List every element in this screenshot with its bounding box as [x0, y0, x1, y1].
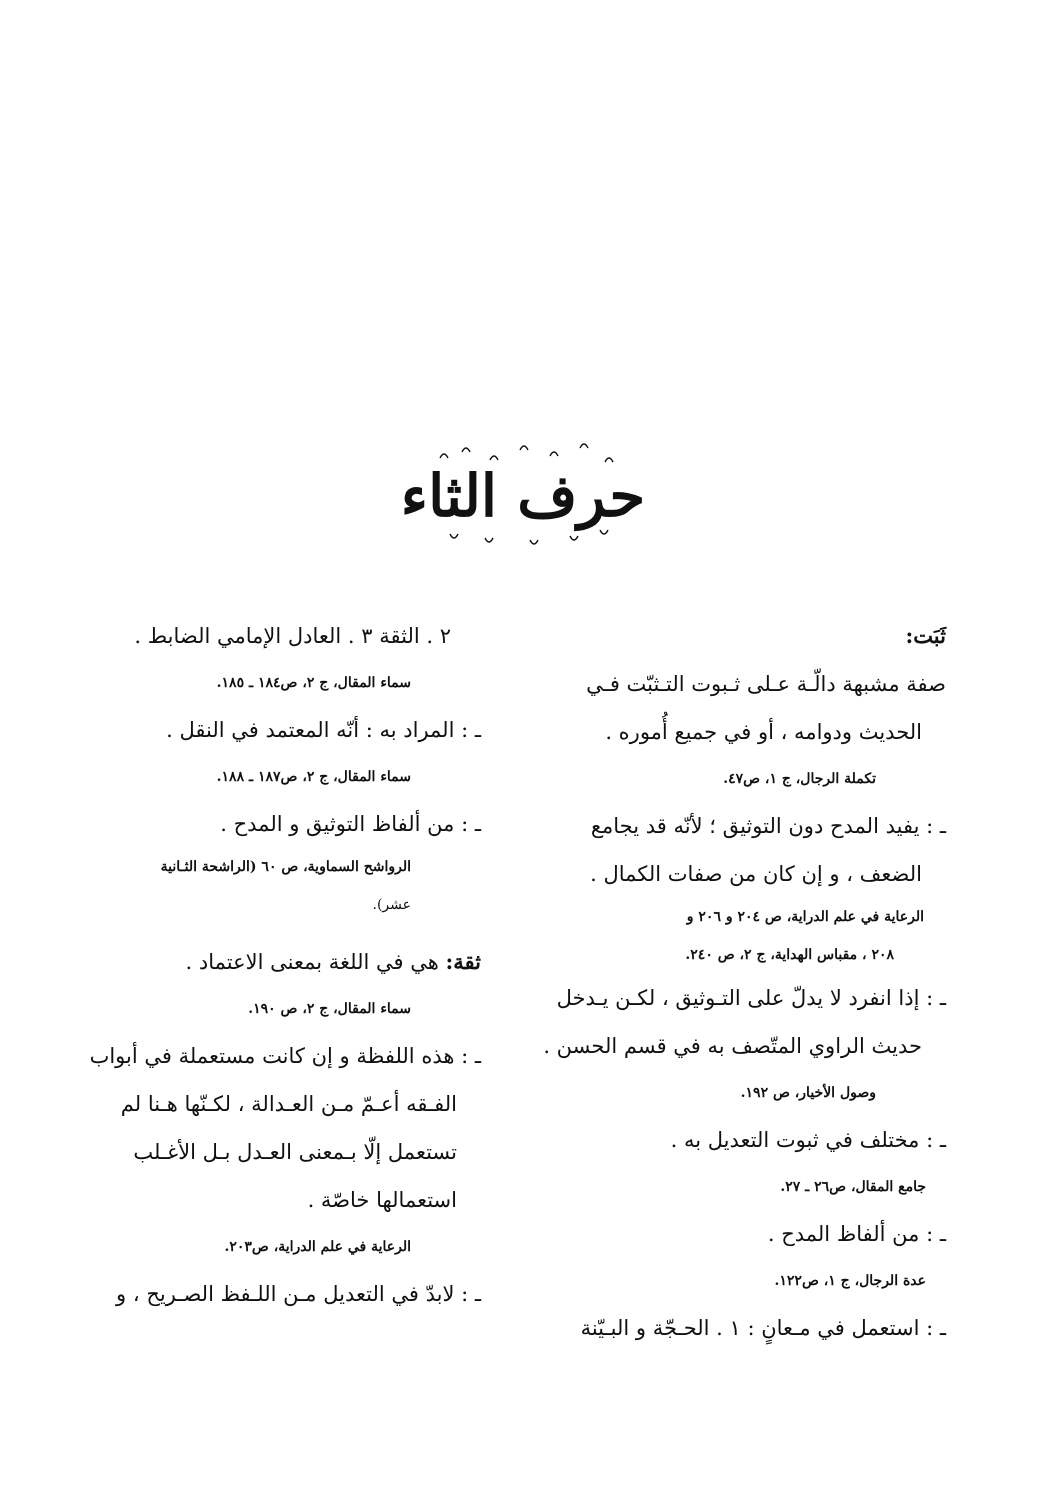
source-citation: الرواشح السماوية، ص ٦٠ (الراشحة الثـانية — [160, 859, 411, 875]
spacer — [31, 924, 481, 938]
heading-text: حرف الثاء — [400, 462, 646, 530]
text-line: ٢ . الثقة ٣ . العادل الإمامي الضابط . — [134, 624, 451, 648]
text-line: ـ : من ألفاظ المدح . — [767, 1222, 946, 1246]
text-line: ـ : إذا انفرد لا يدلّ على التـوثيق ، لكـن يـدخل — [556, 986, 946, 1010]
source-citation: عشر). — [372, 897, 411, 913]
text-line: ـ : هذه اللفظة و إن كانت مستعملة في أبواب — [89, 1044, 481, 1068]
text-line: الحديث ودوامه ، أو في جميع أُموره . — [605, 720, 922, 744]
text-line: ـ : مختلف في ثبوت التعديل به . — [670, 1128, 946, 1152]
term-thiqa: ثقة: — [445, 949, 481, 974]
text-line: الضعف ، و إن كان من صفات الكمال . — [590, 862, 922, 886]
text-line: الفـقه أعـمّ مـن العـدالة ، لكـنّها هـنا لم — [120, 1092, 457, 1116]
source-citation: وصول الأخيار، ص ١٩٢. — [740, 1085, 876, 1101]
term-thabat: ثَبَت: — [905, 623, 946, 648]
entry-term-line — [31, 938, 481, 986]
text-line: استعمالها خاصّة . — [307, 1188, 457, 1212]
entry-term — [526, 612, 946, 660]
source-citation: سماء المقال، ج ٢، ص ١٩٠. — [248, 1001, 411, 1017]
source-citation: سماء المقال، ج ٢، ص١٨٤ ـ ١٨٥. — [216, 675, 411, 691]
text-line: ـ : استعمل في مـعانٍ : ١ . الحـجّة و البـيّنة — [580, 1316, 946, 1340]
source-citation: جامع المقال، ص٢٦ ـ ٢٧. — [780, 1179, 926, 1195]
text-line: صفة مشبهة دالّـة عـلى ثـبوت التـثبّت فـي — [586, 672, 946, 696]
source-citation: عدة الرجال، ج ١، ص١٢٢. — [774, 1273, 926, 1289]
source-citation: ٢٠٨ ، مقباس الهداية، ج ٢، ص ٢٤٠. — [685, 947, 894, 963]
text-line: ـ : يفيد المدح دون التوثيق ؛ لأنّه قد يجامع — [590, 814, 946, 838]
right-column — [526, 612, 946, 1352]
source-citation: سماء المقال، ج ٢، ص١٨٧ ـ ١٨٨. — [216, 769, 411, 785]
chapter-heading — [400, 438, 646, 550]
text-line: هي في اللغة بمعنى الاعتماد . — [185, 950, 439, 974]
text-line: ـ : لابدّ في التعديل مـن اللـفظ الصـريح ، و — [116, 1282, 481, 1306]
source-citation: الرعاية في علم الدراية، ص ٢٠٤ و ٢٠٦ و — [686, 909, 924, 925]
text-line: ـ : المراد به : أنّه المعتمد في النقل . — [166, 718, 481, 742]
left-column — [31, 612, 481, 1318]
text-line: حديث الراوي المتّصف به في قسم الحسن . — [543, 1034, 922, 1058]
text-line: تستعمل إلّا بـمعنى العـدل بـل الأغـلب — [133, 1140, 457, 1164]
text-line: ـ : من ألفاظ التوثيق و المدح . — [220, 812, 481, 836]
chapter-heading-calligraphy — [400, 438, 646, 550]
source-citation: الرعاية في علم الدراية، ص٢٠٣. — [224, 1239, 411, 1255]
source-citation: تكملة الرجال، ج ١، ص٤٧. — [723, 771, 876, 787]
